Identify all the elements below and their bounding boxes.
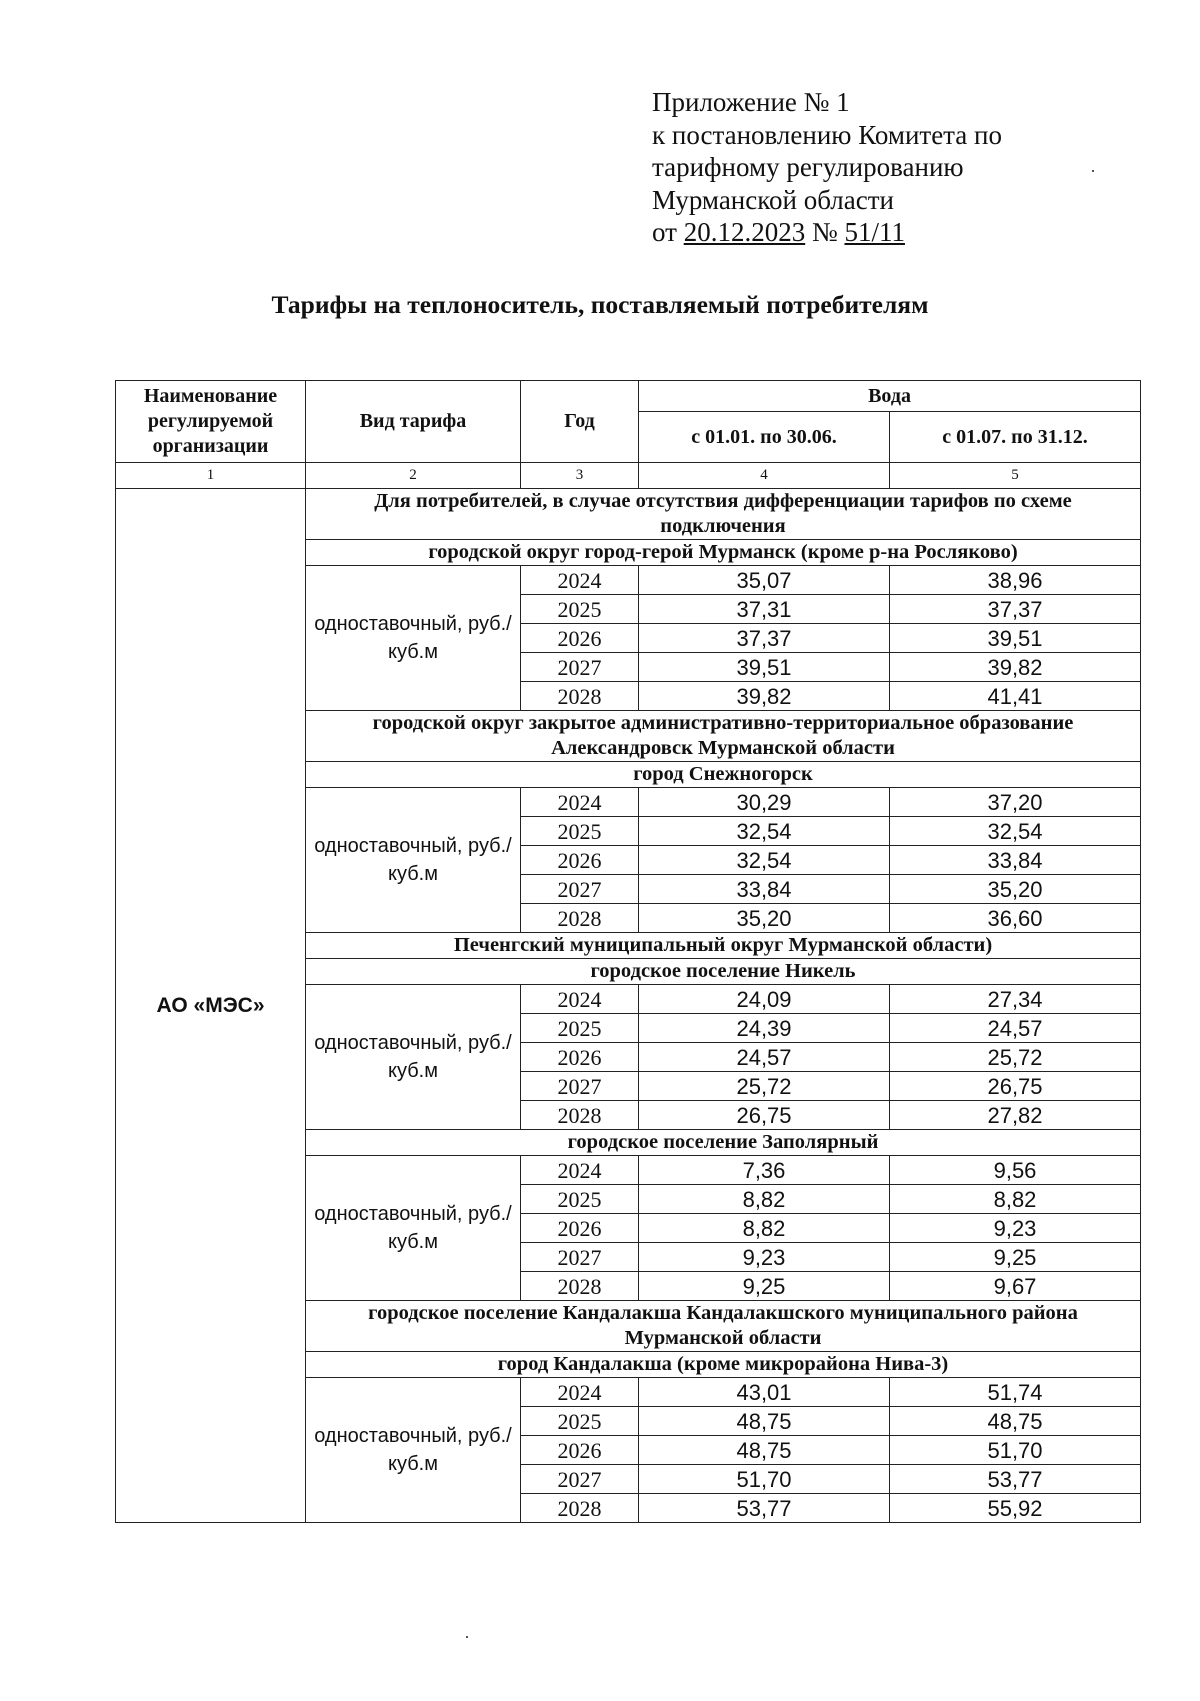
- year-cell: 2024: [521, 985, 639, 1014]
- year-cell: 2028: [521, 1272, 639, 1301]
- col-number: 5: [890, 463, 1141, 489]
- tariff-first-half: 7,36: [639, 1156, 890, 1185]
- section-heading: Печенгский муниципальный округ Мурманской области): [306, 933, 1141, 959]
- tariff-second-half: 9,25: [890, 1243, 1141, 1272]
- tariff-kind: одноставочный, руб./куб.м: [306, 985, 521, 1130]
- header-row: [116, 381, 1141, 412]
- header-org: Наименование регулируемой организации: [116, 381, 306, 463]
- tariff-first-half: 35,07: [639, 566, 890, 595]
- tariff-table: [115, 380, 1141, 1523]
- tariff-first-half: 37,31: [639, 595, 890, 624]
- tariff-first-half: 9,25: [639, 1272, 890, 1301]
- tariff-first-half: 48,75: [639, 1407, 890, 1436]
- year-cell: 2028: [521, 1494, 639, 1523]
- year-cell: 2026: [521, 1214, 639, 1243]
- tariff-second-half: 41,41: [890, 682, 1141, 711]
- section-heading: городской округ закрытое административно-территориальное образование Александровск Мурманской области: [306, 711, 1141, 762]
- header-year: Год: [521, 381, 639, 463]
- year-cell: 2026: [521, 1436, 639, 1465]
- tariff-first-half: 26,75: [639, 1101, 890, 1130]
- tariff-second-half: 9,67: [890, 1272, 1141, 1301]
- tariff-second-half: 55,92: [890, 1494, 1141, 1523]
- year-cell: 2027: [521, 875, 639, 904]
- section-heading: городское поселение Заполярный: [306, 1130, 1141, 1156]
- col-number: 2: [306, 463, 521, 489]
- year-cell: 2026: [521, 846, 639, 875]
- header-period-1: с 01.01. по 30.06.: [639, 412, 890, 463]
- year-cell: 2024: [521, 1378, 639, 1407]
- col-number: 3: [521, 463, 639, 489]
- tariff-second-half: 37,37: [890, 595, 1141, 624]
- tariff-first-half: 25,72: [639, 1072, 890, 1101]
- scan-speck: [1092, 170, 1094, 172]
- decree-date: 20.12.2023: [683, 217, 806, 247]
- tariff-first-half: 33,84: [639, 875, 890, 904]
- section-heading: Для потребителей, в случае отсутствия дифференциации тарифов по схеме подключения: [306, 489, 1141, 540]
- tariff-first-half: 43,01: [639, 1378, 890, 1407]
- tariff-first-half: 39,51: [639, 653, 890, 682]
- tariff-first-half: 32,54: [639, 846, 890, 875]
- col-number: 4: [639, 463, 890, 489]
- tariff-second-half: 38,96: [890, 566, 1141, 595]
- year-cell: 2025: [521, 595, 639, 624]
- tariff-first-half: 32,54: [639, 817, 890, 846]
- section-heading: городское поселение Никель: [306, 959, 1141, 985]
- tariff-second-half: 8,82: [890, 1185, 1141, 1214]
- year-cell: 2024: [521, 1156, 639, 1185]
- appendix-header: [652, 86, 1002, 249]
- year-cell: 2028: [521, 904, 639, 933]
- col-number: 1: [116, 463, 306, 489]
- organization-name: АО «МЭС»: [116, 489, 306, 1523]
- number-sign: №: [805, 217, 845, 247]
- tariff-first-half: 24,39: [639, 1014, 890, 1043]
- appendix-line-5: [652, 216, 1002, 249]
- year-cell: 2025: [521, 1014, 639, 1043]
- section-heading: городской округ город-герой Мурманск (кроме р-на Росляково): [306, 540, 1141, 566]
- tariff-second-half: 33,84: [890, 846, 1141, 875]
- appendix-line-3: тарифному регулированию: [652, 152, 964, 182]
- column-number-row: [116, 463, 1141, 489]
- year-cell: 2027: [521, 1072, 639, 1101]
- tariff-second-half: 27,34: [890, 985, 1141, 1014]
- section-heading: город Кандалакша (кроме микрорайона Нива-3): [306, 1352, 1141, 1378]
- tariff-second-half: 9,56: [890, 1156, 1141, 1185]
- tariff-second-half: 48,75: [890, 1407, 1141, 1436]
- tariff-kind: одноставочный, руб./куб.м: [306, 1378, 521, 1523]
- year-cell: 2025: [521, 1185, 639, 1214]
- section-heading: городское поселение Кандалакша Кандалакшского муниципального района Мурманской области: [306, 1301, 1141, 1352]
- tariff-second-half: 39,51: [890, 624, 1141, 653]
- year-cell: 2026: [521, 624, 639, 653]
- tariff-first-half: 9,23: [639, 1243, 890, 1272]
- year-cell: 2025: [521, 1407, 639, 1436]
- tariff-second-half: 53,77: [890, 1465, 1141, 1494]
- tariff-second-half: 24,57: [890, 1014, 1141, 1043]
- tariff-first-half: 51,70: [639, 1465, 890, 1494]
- tariff-first-half: 39,82: [639, 682, 890, 711]
- date-prefix: от: [652, 217, 684, 247]
- tariff-first-half: 53,77: [639, 1494, 890, 1523]
- year-cell: 2024: [521, 788, 639, 817]
- header-tariff-type: Вид тарифа: [306, 381, 521, 463]
- tariff-second-half: 32,54: [890, 817, 1141, 846]
- year-cell: 2027: [521, 1243, 639, 1272]
- tariff-first-half: 8,82: [639, 1214, 890, 1243]
- appendix-line-4: Мурманской области: [652, 184, 894, 215]
- tariff-second-half: 35,20: [890, 875, 1141, 904]
- tariff-kind: одноставочный, руб./куб.м: [306, 1156, 521, 1301]
- scan-speck: [466, 1636, 468, 1638]
- header-water: Вода: [639, 381, 1141, 412]
- year-cell: 2025: [521, 817, 639, 846]
- year-cell: 2027: [521, 1465, 639, 1494]
- year-cell: 2026: [521, 1043, 639, 1072]
- year-cell: 2028: [521, 682, 639, 711]
- tariff-second-half: 9,23: [890, 1214, 1141, 1243]
- tariff-first-half: 37,37: [639, 624, 890, 653]
- tariff-second-half: 36,60: [890, 904, 1141, 933]
- year-cell: 2024: [521, 566, 639, 595]
- decree-number: 51/11: [844, 217, 905, 247]
- document-title: Тарифы на теплоноситель, поставляемый потребителям: [271, 290, 929, 319]
- tariff-first-half: 24,09: [639, 985, 890, 1014]
- section-heading: город Снежногорск: [306, 762, 1141, 788]
- tariff-first-half: 35,20: [639, 904, 890, 933]
- tariff-second-half: 25,72: [890, 1043, 1141, 1072]
- tariff-second-half: 39,82: [890, 653, 1141, 682]
- appendix-line-2: к постановлению Комитета по: [652, 119, 1002, 150]
- tariff-second-half: 27,82: [890, 1101, 1141, 1130]
- tariff-second-half: 51,70: [890, 1436, 1141, 1465]
- tariff-second-half: 51,74: [890, 1378, 1141, 1407]
- tariff-second-half: 37,20: [890, 788, 1141, 817]
- header-period-2: с 01.07. по 31.12.: [890, 412, 1141, 463]
- tariff-kind: одноставочный, руб./куб.м: [306, 566, 521, 711]
- year-cell: 2028: [521, 1101, 639, 1130]
- tariff-first-half: 8,82: [639, 1185, 890, 1214]
- tariff-first-half: 30,29: [639, 788, 890, 817]
- tariff-kind: одноставочный, руб./куб.м: [306, 788, 521, 933]
- year-cell: 2027: [521, 653, 639, 682]
- section-row: [116, 489, 1141, 540]
- tariff-second-half: 26,75: [890, 1072, 1141, 1101]
- tariff-first-half: 48,75: [639, 1436, 890, 1465]
- tariff-first-half: 24,57: [639, 1043, 890, 1072]
- appendix-line-1: Приложение № 1: [652, 87, 850, 117]
